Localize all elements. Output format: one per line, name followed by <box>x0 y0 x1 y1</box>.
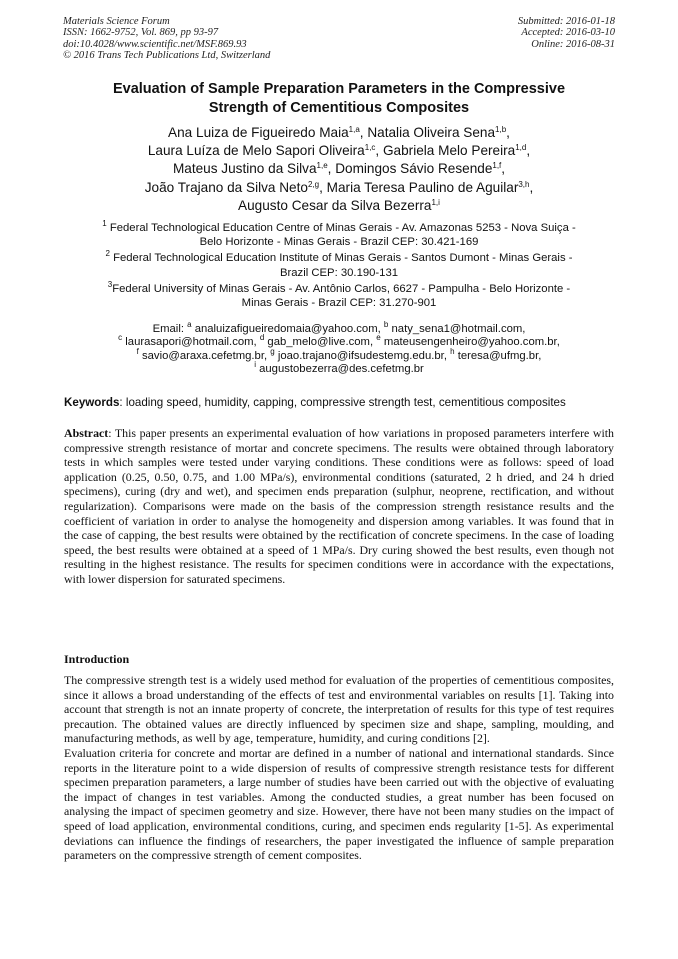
introduction-paragraph: Evaluation criteria for concrete and mortar are defined in a number of national and international standards. Since reports in the literature point to a wide dispersion of results of compressive strength resistance tests for different specimen preparation parameters, a large number of studies have been carried out with the objective of evaluating the impact of changes in test variables. Among the conducted studies, a great number has been focused on analysing the impact of specimen geometry and size. However, there have not been many studies on the impact of speed of load application, environmental conditions, curing, and specimen ends regularity [1-5]. As experimental deviations can influence the findings of researchers, the paper investigated the influence of sample preparation parameters on the compressive strength of cement composites. <box>64 745 614 863</box>
paper-title-line: Evaluation of Sample Preparation Parameters in the Compressive <box>112 81 566 97</box>
author-separator: , <box>319 179 327 195</box>
author-list <box>60 124 618 215</box>
email-separator: , <box>263 349 271 362</box>
section-heading-introduction: Introduction <box>64 652 130 666</box>
email-line <box>66 360 612 376</box>
email-address[interactable]: joao.trajano@ifsudestemg.edu.br <box>277 349 444 362</box>
email-key: i <box>254 360 256 370</box>
author-affiliation-mark: 1,i <box>431 197 440 207</box>
email-separator: , <box>377 323 384 335</box>
email-address[interactable]: gab_melo@live.com <box>267 336 370 349</box>
author-line <box>60 197 618 215</box>
journal-meta <box>63 16 270 61</box>
author-name: Natalia Oliveira Sena <box>367 125 496 140</box>
author-affiliation-mark: 1,e <box>316 161 328 171</box>
journal-name: Materials Science Forum <box>63 16 170 27</box>
affiliation-line: Belo Horizonte - Minas Gerais - Brazil CEP: 30.421-169 <box>199 236 479 249</box>
email-key: e <box>376 333 381 343</box>
affiliation-text: Federal Technological Education Institute of Minas Gerais - Santos Dumont - Minas Gerais - <box>113 252 573 265</box>
author-name: Mateus Justino da Silva <box>172 161 317 177</box>
email-address[interactable]: analuizafigueiredomaia@yahoo.com <box>194 323 378 335</box>
email-address[interactable]: augustobezerra@des.cefetmg.br <box>259 363 424 376</box>
author-affiliation-mark: 1,c <box>364 143 376 153</box>
affiliation-text: Federal Technological Education Centre of Minas Gerais - Av. Amazonas 5253 - Nova Suiça - <box>109 222 576 234</box>
email-address[interactable]: naty_sena1@hotmail.com <box>391 323 523 335</box>
author-name: Gabriela Melo Pereira <box>382 143 516 159</box>
email-address[interactable]: savio@araxa.cefetmg.br <box>141 349 264 362</box>
affiliation <box>66 251 612 279</box>
journal-copyright: © 2016 Trans Tech Publications Ltd, Switzerland <box>63 49 271 61</box>
affiliation-line <box>66 221 612 235</box>
email-separator: , <box>522 323 526 335</box>
keywords-text: : loading speed, humidity, capping, compressive strength test, cementitious composites <box>119 396 566 409</box>
author-affiliation-mark: 1,a <box>348 125 360 134</box>
paper-title-line: Strength of Cementitious Composites <box>208 99 470 116</box>
abstract-paragraph <box>64 426 614 587</box>
email-list <box>66 320 612 377</box>
email-key: f <box>136 346 139 356</box>
email-address[interactable]: teresa@ufmg.br <box>457 349 539 362</box>
author-separator: , <box>359 125 368 140</box>
email-separator: , <box>556 336 560 349</box>
author-name: Domingos Sávio Resende <box>335 161 493 177</box>
email-key: a <box>187 320 192 329</box>
email-address[interactable]: mateusengenheiro@yahoo.com.br <box>383 336 557 349</box>
author-affiliation-mark: 1,f <box>492 161 502 171</box>
email-line <box>66 346 612 363</box>
email-address[interactable]: laurasapori@hotmail.com <box>125 336 254 349</box>
email-key: d <box>259 333 265 343</box>
affiliation-line <box>66 279 612 296</box>
affiliation-line: Brazil CEP: 30.190-131 <box>279 266 399 279</box>
author-separator: , <box>501 161 506 177</box>
journal-issn: ISSN: 1662-9752, Vol. 869, pp 93-97 <box>63 27 219 39</box>
email-line <box>66 333 612 349</box>
email-label: Email: <box>152 323 184 335</box>
author-name: Augusto Cesar da Silva Bezerra <box>238 197 432 213</box>
email-key: h <box>450 346 455 356</box>
keywords-label: Keywords <box>64 396 120 409</box>
author-line <box>60 160 618 178</box>
submission-dates <box>518 16 615 50</box>
author-line <box>60 142 618 160</box>
submitted-date: Submitted: 2016-01-18 <box>517 16 615 27</box>
paper-title <box>60 80 618 117</box>
email-separator: , <box>443 349 451 362</box>
author-separator: , <box>506 125 510 140</box>
email-key: b <box>383 320 389 329</box>
author-name: Laura Luíza de Melo Sapori Oliveira <box>147 143 365 159</box>
author-name: Ana Luiza de Figueiredo Maia <box>168 125 349 140</box>
author-separator: , <box>529 179 534 195</box>
author-separator: , <box>375 143 383 159</box>
author-name: Maria Teresa Paulino de Aguilar <box>326 179 519 195</box>
email-key: g <box>270 346 275 356</box>
introduction-body <box>64 673 614 863</box>
author-affiliation-mark: 1,d <box>515 143 527 153</box>
affiliation-number: 3 <box>107 279 113 289</box>
keywords <box>64 396 624 410</box>
affiliation <box>66 221 612 249</box>
author-separator: , <box>327 161 336 177</box>
abstract <box>64 426 614 587</box>
email-line <box>66 320 612 336</box>
email-key: c <box>118 333 123 343</box>
author-line <box>60 179 618 197</box>
accepted-date: Accepted: 2016-03-10 <box>521 27 615 39</box>
email-separator: , <box>369 336 377 349</box>
affiliation-number: 2 <box>105 249 110 259</box>
author-separator: , <box>526 143 531 159</box>
author-line <box>60 124 618 142</box>
online-date: Online: 2016-08-31 <box>531 38 615 50</box>
affiliation-line: Minas Gerais - Brazil CEP: 31.270-901 <box>241 297 437 310</box>
author-name: João Trajano da Silva Neto <box>144 179 308 195</box>
abstract-text: : This paper presents an experimental evaluation of how variations in proposed parameters interfere with compressive strength resistance of mortar and concrete specimens. The results were obtained through laboratory tests in which samples were tested under varying conditions. These conditions were as follows: speed of load application (0.25, 0.50, 0.75, and 1.00 MPa/s), environmental conditions (saturated, 2 h dried, and 24 h dried specimens), curing (dry and wet), and specimen ends preparation (sulphur, neoprene, rectification, and without regularization). Comparisons were made on the basis of the compression strength resistance results and the coefficient of variation in order to analyse the homogeneity and dispersion among variables. It was found that in the case of capping, the best results were obtained by the rectification of concrete specimens. In the case of loading speed, the best results were obtained at a speed of 1 MPa/s. Dry curing showed the best results, even though not resulting in the highest resistance. The results for specimen conditions were in accordance with the expectations, with lower dispersion for saturated specimens. <box>64 426 614 586</box>
affiliation <box>66 279 612 310</box>
email-separator: , <box>538 349 542 362</box>
abstract-label: Abstract <box>64 426 109 440</box>
author-affiliation-mark: 1,b <box>495 125 507 134</box>
author-affiliation-mark: 2,g <box>307 179 320 189</box>
introduction-paragraph: The compressive strength test is a widely used method for evaluation of the properties of cementitious composites, since it allows a broad understanding of the effects of test and environmental variables on results [1]. Taking into account that strength is not an innate property of concrete, the interpretation of results for this type of test requires precaution. The obtained values are directly influenced by specimen size and shape, sampling, moulding, and manufacturing methods, as well by age, temperature, humidity, and curing conditions [2]. <box>64 673 614 746</box>
author-affiliation-mark: 3,h <box>518 179 530 189</box>
journal-doi[interactable]: doi:10.4028/www.scientific.net/MSF.869.93 <box>63 38 247 50</box>
email-separator: , <box>253 336 260 349</box>
affiliation-text: Federal University of Minas Gerais - Av. Antônio Carlos, 6627 - Pampulha - Belo Horizonte - <box>112 282 571 295</box>
affiliation-number: 1 <box>102 219 107 228</box>
affiliation-line <box>66 251 612 265</box>
affiliation-list <box>66 221 612 312</box>
